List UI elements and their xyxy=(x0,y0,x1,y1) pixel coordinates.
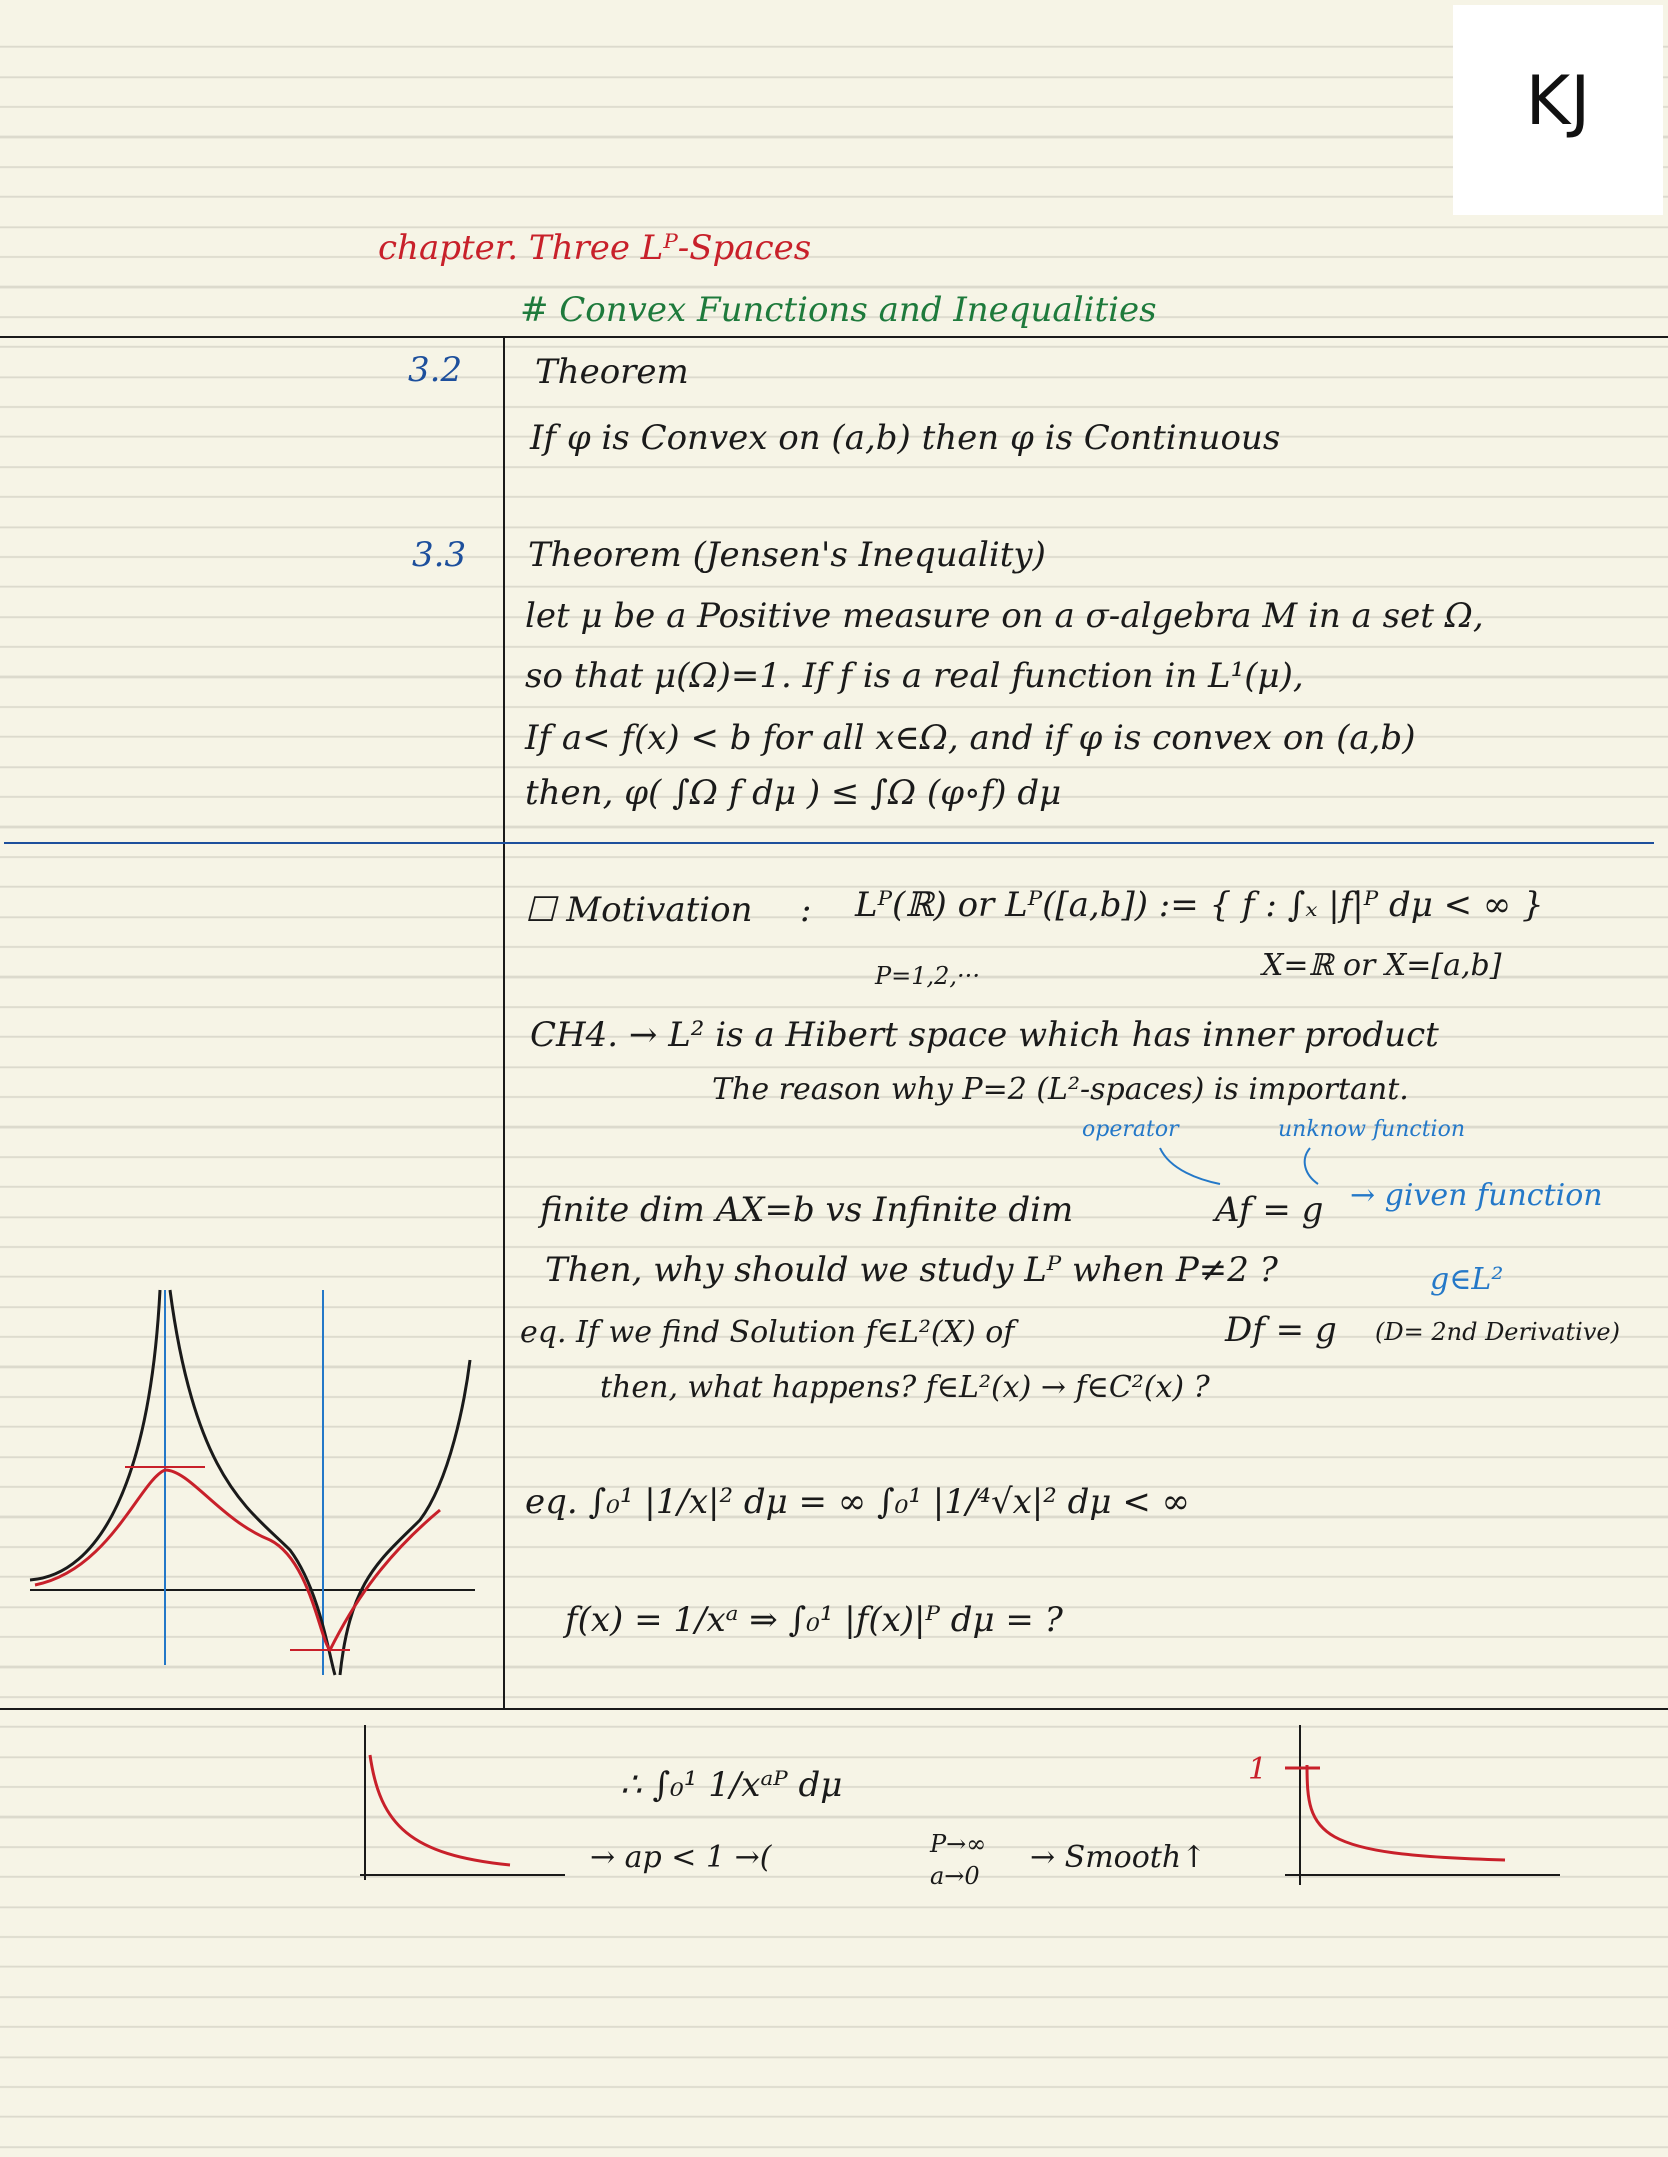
unknown-function-note: unknow function xyxy=(1278,1117,1465,1142)
example-2: eq. ∫₀¹ |1/x|² dμ = ∞ ∫₀¹ |1/⁴√x|² dμ < ∞ xyxy=(525,1482,1190,1522)
blue-divider xyxy=(4,842,1654,844)
therefore-integral: ∴ ∫₀¹ 1/xᵃᴾ dμ xyxy=(620,1765,843,1805)
p-to-infinity: P→∞ xyxy=(930,1830,987,1858)
chapter-title: chapter. Three Lᴾ-Spaces xyxy=(378,228,812,268)
lp-definition: Lᴾ(ℝ) or Lᴾ([a,b]) := { f : ∫ₓ |f|ᴾ dμ < ∞ } xyxy=(855,885,1544,925)
theorem-3-2-statement: If φ is Convex on (a,b) then φ is Continuous xyxy=(530,418,1281,458)
g-in-l2-note: g∈L² xyxy=(1430,1262,1504,1297)
convex-function-sketch xyxy=(20,1280,490,1680)
what-happens: then, what happens? f∈L²(x) → f∈C²(x) ? xyxy=(600,1370,1210,1405)
example-1: eq. If we find Solution f∈L²(X) of xyxy=(520,1315,1015,1350)
one-label: 1 xyxy=(1248,1752,1268,1787)
p-values: P=1,2,··· xyxy=(875,962,980,990)
finite-vs-infinite: finite dim AX=b vs Infinite dim xyxy=(540,1190,1074,1230)
motivation-label: ☐ Motivation xyxy=(525,890,753,930)
operator-arrows xyxy=(1140,1140,1380,1210)
theorem-3-3-number: 3.3 xyxy=(412,535,467,575)
derivative-note: (D= 2nd Derivative) xyxy=(1375,1318,1620,1346)
theorem-3-3-line4: then, φ( ∫Ω f dμ ) ≤ ∫Ω (φ∘f) dμ xyxy=(525,773,1062,813)
af-equation: Af = g xyxy=(1215,1190,1324,1230)
theorem-3-3-line1: let μ be a Positive measure on a σ-algebra M in a set Ω, xyxy=(525,596,1484,636)
ch4-note: CH4. → L² is a Hibert space which has inner product xyxy=(530,1015,1439,1055)
motivation-colon: : xyxy=(800,890,812,930)
theorem-3-2-number: 3.2 xyxy=(408,350,463,390)
fx-definition: f(x) = 1/xᵃ ⇒ ∫₀¹ |f(x)|ᴾ dμ = ? xyxy=(565,1600,1063,1640)
decay-sketch-left xyxy=(350,1715,570,1895)
a-to-zero: a→0 xyxy=(930,1862,980,1890)
theorem-3-2-title: Theorem xyxy=(535,352,689,392)
df-equation: Df = g xyxy=(1225,1310,1337,1350)
margin-line xyxy=(503,336,505,1710)
given-function-note: → given function xyxy=(1350,1178,1603,1213)
theorem-3-3-line2: so that μ(Ω)=1. If f is a real function in L¹(μ), xyxy=(525,656,1304,696)
logo-text: KJ xyxy=(1525,62,1591,141)
smooth-note: → Smooth↑ xyxy=(1030,1840,1207,1875)
x-values: X=ℝ or X=[a,b] xyxy=(1262,948,1502,983)
theorem-3-3-title: Theorem (Jensen's Inequality) xyxy=(528,535,1046,575)
theorem-3-3-line3: If a< f(x) < b for all x∈Ω, and if φ is convex on (a,b) xyxy=(525,718,1416,758)
operator-note: operator xyxy=(1082,1117,1179,1142)
l2-reason: The reason why P=2 (L²-spaces) is important. xyxy=(712,1072,1409,1107)
why-study-lp: Then, why should we study Lᴾ when P≠2 ? xyxy=(545,1250,1278,1290)
section-title: # Convex Functions and Inequalities xyxy=(520,290,1157,330)
decay-sketch-right xyxy=(1275,1715,1565,1895)
header-divider xyxy=(0,336,1668,338)
bottom-divider xyxy=(0,1708,1668,1710)
ap-less-than-one: → ap < 1 →( xyxy=(590,1840,772,1875)
